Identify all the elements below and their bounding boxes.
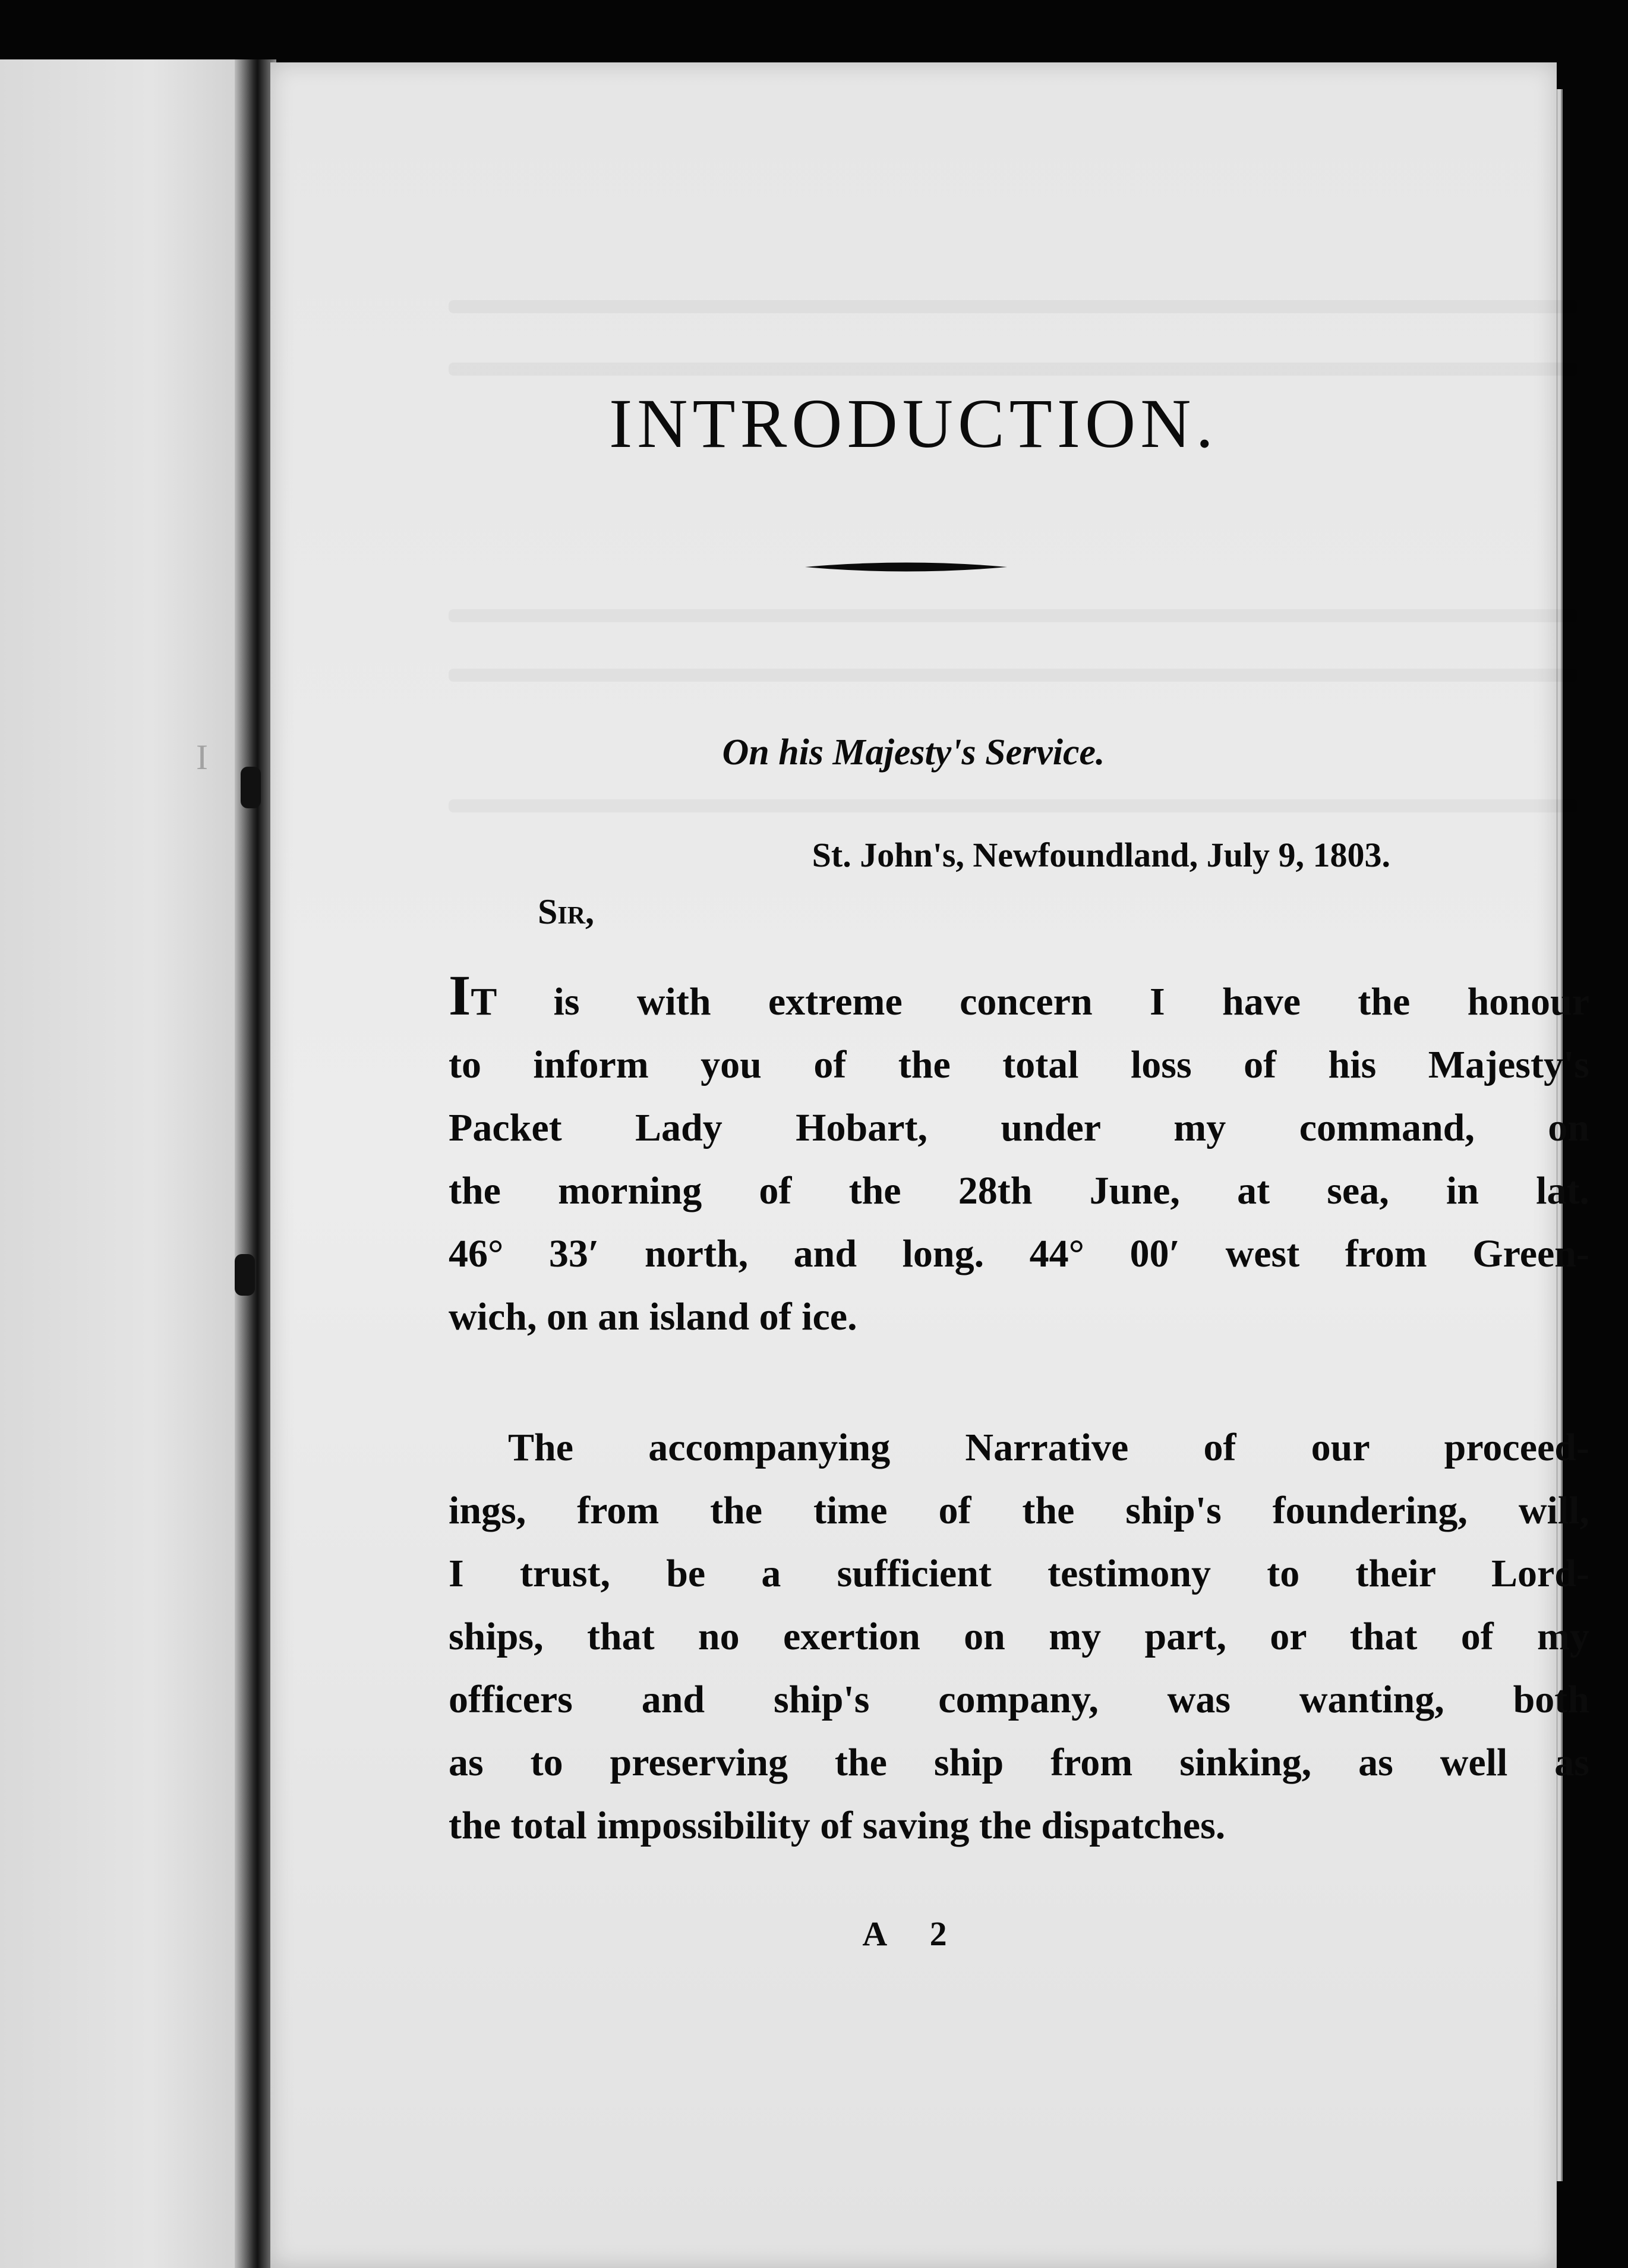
text-line: to inform you of the total loss of his Majesty's [449,1043,1589,1086]
text-line: wich, on an island of ice. [449,1295,857,1338]
drop-cap: I [449,963,471,1027]
text-line: the morning of the 28th June, at sea, in lat. [449,1169,1589,1212]
show-through-line [449,609,1577,622]
paragraph-1 [449,963,1589,1349]
text-line: ships, that no exertion on my part, or that of my [449,1615,1589,1658]
text-line: 46° 33′ north, and long. 44° 00′ west from Green- [449,1232,1589,1275]
text-line: Packet Lady Hobart, under my command, on [449,1106,1589,1149]
show-through-mark: I [196,738,208,777]
text-line: the total impossibility of saving the dispatches. [449,1804,1226,1847]
binding-clip [241,767,261,808]
text-line: ings, from the time of the ship's foundering, will, [449,1489,1589,1532]
text-line: The accompanying Narrative of our proceed- [508,1426,1589,1469]
text-line [449,963,1589,1034]
text-line: I trust, be a sufficient testimony to their Lord- [449,1552,1589,1595]
text-line: as to preserving the ship from sinking, as well as [449,1741,1589,1784]
binding-clip [235,1254,255,1296]
previous-page-edge [0,59,253,2268]
signature-mark: A 2 [862,1914,965,1953]
salutation: Sir, [538,892,595,931]
show-through-line [449,363,1577,376]
text-line-content: T is with extreme concern I have the honour [471,980,1589,1023]
show-through-line [449,669,1577,682]
page-title: INTRODUCTION. [609,385,1218,462]
book-page [270,62,1589,2268]
dateline: St. John's, Newfoundland, July 9, 1803. [812,836,1390,874]
paragraph-2 [449,1416,1589,1857]
service-heading: On his Majesty's Service. [722,732,1105,773]
show-through-line [449,799,1577,812]
text-line: officers and ship's company, was wanting, both [449,1678,1589,1721]
ornamental-rule [805,559,1007,575]
show-through-line [449,300,1577,313]
